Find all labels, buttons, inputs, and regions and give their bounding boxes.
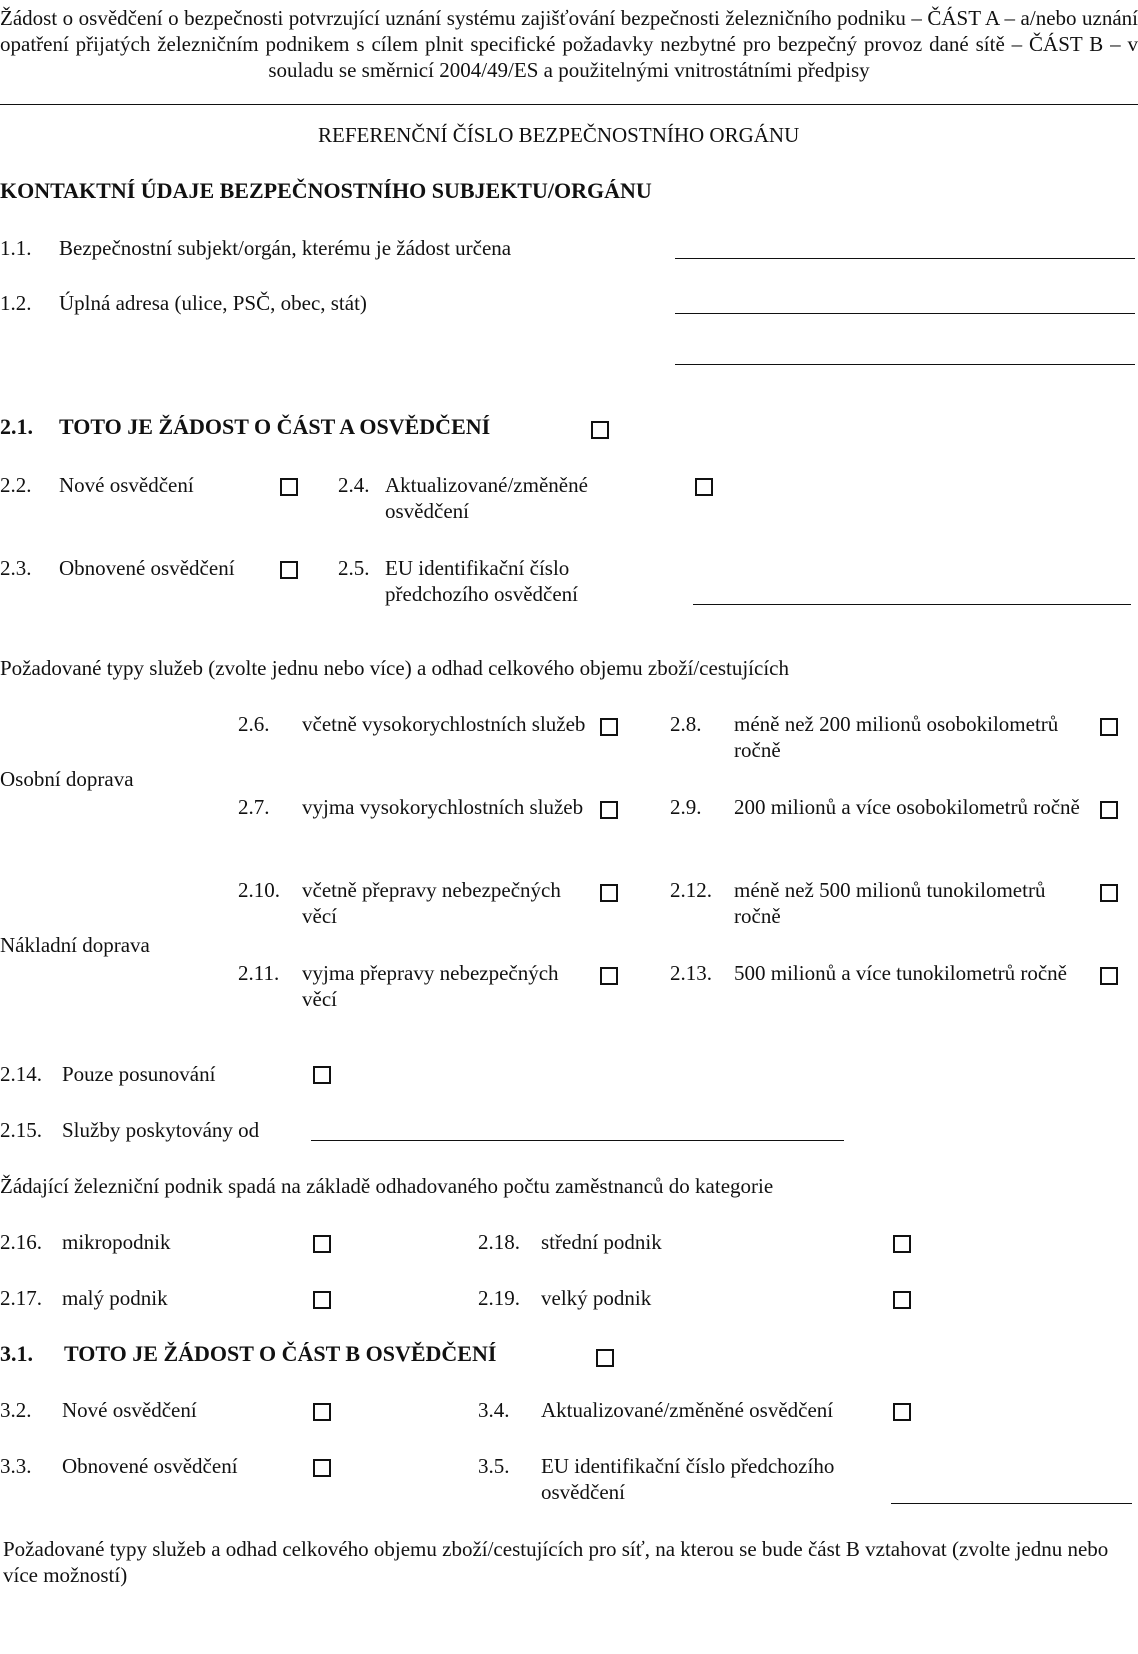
section-3-1-number: 3.1. — [0, 1341, 33, 1366]
field-2-6-label: včetně vysokorychlostních služeb — [302, 712, 586, 736]
section-2-1-number: 2.1. — [0, 414, 33, 439]
field-2-8-number: 2.8. — [670, 712, 702, 736]
field-2-12-number: 2.12. — [670, 878, 712, 902]
field-2-2-checkbox[interactable] — [280, 478, 298, 496]
field-2-3-number: 2.3. — [0, 556, 32, 580]
field-2-17-label: malý podnik — [62, 1286, 168, 1310]
section-2-1-label: TOTO JE ŽÁDOST O ČÁST A OSVĚDČENÍ — [59, 414, 491, 439]
field-2-19-checkbox[interactable] — [893, 1291, 911, 1309]
field-2-6-checkbox[interactable] — [600, 718, 618, 736]
field-3-5-number: 3.5. — [478, 1454, 510, 1478]
field-2-7-number: 2.7. — [238, 795, 270, 819]
field-1-2-input-line-1[interactable] — [675, 313, 1135, 314]
field-2-18-number: 2.18. — [478, 1230, 520, 1254]
field-2-8-checkbox[interactable] — [1100, 718, 1118, 736]
field-2-15-input-line[interactable] — [311, 1140, 844, 1141]
field-1-1-input-line[interactable] — [675, 258, 1135, 259]
field-2-14-checkbox[interactable] — [313, 1066, 331, 1084]
form-title: Žádost o osvědčení o bezpečnosti potvrzující uznání systému zajišťování bezpečnosti železničního podniku – ČÁST A – a/nebo uznání opatření přijatých železničním podnikem s cílem plnit specifické požadavky nezbytné pro bezpečný provoz dané sítě – ČÁST B – v souladu se směrnicí 2004/49/ES a použitelnými vnitrostátními předpisy — [0, 6, 1138, 82]
field-2-9-checkbox[interactable] — [1100, 801, 1118, 819]
freight-transport-label: Nákladní doprava — [0, 933, 150, 957]
field-1-2-label: Úplná adresa (ulice, PSČ, obec, stát) — [59, 291, 367, 315]
services-intro: Požadované typy služeb (zvolte jednu nebo více) a odhad celkového objemu zboží/cestujících — [0, 656, 789, 680]
field-1-1-number: 1.1. — [0, 236, 32, 260]
field-2-16-number: 2.16. — [0, 1230, 42, 1254]
reference-number-label: REFERENČNÍ ČÍSLO BEZPEČNOSTNÍHO ORGÁNU — [318, 123, 800, 147]
field-2-14-label: Pouze posunování — [62, 1062, 216, 1086]
field-1-1-label: Bezpečnostní subjekt/orgán, kterému je žádost určena — [59, 236, 512, 260]
field-3-4-label: Aktualizované/změněné osvědčení — [541, 1398, 834, 1422]
field-2-16-checkbox[interactable] — [313, 1235, 331, 1253]
field-2-4-label: Aktualizované/změněné osvědčení — [385, 473, 588, 523]
field-3-2-checkbox[interactable] — [313, 1403, 331, 1421]
field-3-2-label: Nové osvědčení — [62, 1398, 197, 1422]
field-2-7-label: vyjma vysokorychlostních služeb — [302, 795, 584, 819]
field-3-5-input-line[interactable] — [891, 1503, 1132, 1504]
field-2-17-checkbox[interactable] — [313, 1291, 331, 1309]
field-2-12-label: méně než 500 milionů tunokilometrů ročně — [734, 878, 1046, 928]
field-2-13-checkbox[interactable] — [1100, 967, 1118, 985]
field-2-19-number: 2.19. — [478, 1286, 520, 1310]
field-2-11-label: vyjma přepravy nebezpečných věcí — [302, 961, 559, 1011]
section-3-1-label: TOTO JE ŽÁDOST O ČÁST B OSVĚDČENÍ — [64, 1341, 497, 1366]
section-2-1-checkbox[interactable] — [591, 421, 609, 439]
field-3-4-number: 3.4. — [478, 1398, 510, 1422]
field-2-9-number: 2.9. — [670, 795, 702, 819]
field-2-11-number: 2.11. — [238, 961, 280, 985]
field-3-2-number: 3.2. — [0, 1398, 32, 1422]
field-2-14-number: 2.14. — [0, 1062, 42, 1086]
field-2-2-label: Nové osvědčení — [59, 473, 194, 497]
section-3-1-checkbox[interactable] — [596, 1349, 614, 1367]
field-2-13-label: 500 milionů a více tunokilometrů ročně — [734, 961, 1068, 985]
field-3-4-checkbox[interactable] — [893, 1403, 911, 1421]
category-intro: Žádající železniční podnik spadá na základě odhadovaného počtu zaměstnanců do kategorie — [0, 1174, 774, 1198]
field-3-3-checkbox[interactable] — [313, 1459, 331, 1477]
field-2-15-label: Služby poskytovány od — [62, 1118, 260, 1142]
field-2-15-number: 2.15. — [0, 1118, 42, 1142]
field-2-5-input-line[interactable] — [693, 604, 1131, 605]
field-2-4-checkbox[interactable] — [695, 478, 713, 496]
field-2-6-number: 2.6. — [238, 712, 270, 736]
field-2-7-checkbox[interactable] — [600, 801, 618, 819]
field-2-17-number: 2.17. — [0, 1286, 42, 1310]
contact-heading: KONTAKTNÍ ÚDAJE BEZPEČNOSTNÍHO SUBJEKTU/ORGÁNU — [0, 178, 652, 203]
passenger-transport-label: Osobní doprava — [0, 767, 134, 791]
field-2-5-label: EU identifikační číslo předchozího osvědčení — [385, 556, 579, 606]
field-2-12-checkbox[interactable] — [1100, 884, 1118, 902]
field-2-5-number: 2.5. — [338, 556, 370, 580]
field-2-11-checkbox[interactable] — [600, 967, 618, 985]
field-2-16-label: mikropodnik — [62, 1230, 171, 1254]
field-2-18-checkbox[interactable] — [893, 1235, 911, 1253]
field-3-3-number: 3.3. — [0, 1454, 32, 1478]
field-3-3-label: Obnovené osvědčení — [62, 1454, 238, 1478]
title-divider — [0, 104, 1138, 105]
field-2-10-checkbox[interactable] — [600, 884, 618, 902]
field-2-19-label: velký podnik — [541, 1286, 652, 1310]
field-2-3-label: Obnovené osvědčení — [59, 556, 235, 580]
field-1-2-number: 1.2. — [0, 291, 32, 315]
field-2-13-number: 2.13. — [670, 961, 712, 985]
field-2-10-label: včetně přepravy nebezpečných věcí — [302, 878, 561, 928]
part-b-services-intro: Požadované typy služeb a odhad celkového objemu zboží/cestujících pro síť, na kterou se bude část B vztahovat (zvolte jednu nebo více možností) — [3, 1537, 1109, 1587]
field-2-4-number: 2.4. — [338, 473, 370, 497]
field-1-2-input-line-2[interactable] — [675, 364, 1135, 365]
field-2-10-number: 2.10. — [238, 878, 280, 902]
field-2-8-label: méně než 200 milionů osobokilometrů ročně — [734, 712, 1059, 762]
field-3-5-label: EU identifikační číslo předchozího osvědčení — [541, 1454, 835, 1504]
field-2-9-label: 200 milionů a více osobokilometrů ročně — [734, 795, 1080, 819]
field-2-3-checkbox[interactable] — [280, 561, 298, 579]
field-2-2-number: 2.2. — [0, 473, 32, 497]
field-2-18-label: střední podnik — [541, 1230, 662, 1254]
